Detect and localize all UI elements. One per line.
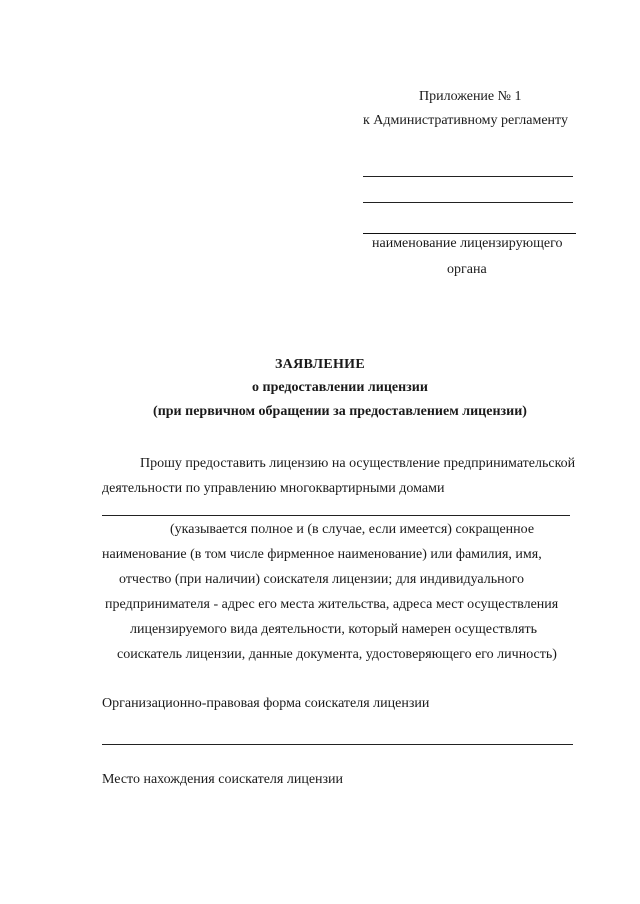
- authority-caption: наименование лицензирующего: [372, 236, 563, 251]
- document-title: ЗАЯВЛЕНИЕ: [274, 357, 365, 372]
- org-form-line: [102, 744, 573, 745]
- applicant-note-line: наименование (в том числе фирменное наименование) или фамилия, имя,: [102, 547, 542, 562]
- applicant-details-line: [102, 515, 570, 516]
- authority-caption-continued: органа: [447, 262, 487, 277]
- authority-name-line-2: [363, 202, 573, 203]
- authority-name-line-1: [363, 176, 573, 177]
- authority-name-line-3: [363, 233, 576, 234]
- applicant-note-line: соискатель лицензии, данные документа, удостоверяющего его личность): [117, 647, 557, 662]
- applicant-note-line: (указывается полное и (в случае, если имеется) сокращенное: [170, 522, 535, 537]
- location-label: Место нахождения соискателя лицензии: [102, 772, 344, 787]
- applicant-note-line: отчество (при наличии) соискателя лицензии; для индивидуального: [119, 572, 525, 587]
- document-subtitle-note: (при первичном обращении за предоставлением лицензии): [153, 404, 527, 419]
- request-text-continued: деятельности по управлению многоквартирными домами: [102, 481, 445, 496]
- request-text: Прошу предоставить лицензию на осуществление предпринимательской: [140, 456, 576, 471]
- appendix-number: Приложение № 1: [419, 89, 522, 104]
- org-form-label: Организационно-правовая форма соискателя лицензии: [102, 696, 430, 711]
- applicant-note-line: предпринимателя - адрес его места жительства, адреса мест осуществления: [105, 597, 559, 612]
- document-subtitle: о предоставлении лицензии: [252, 380, 428, 395]
- regulation-reference: к Административному регламенту: [363, 113, 568, 128]
- applicant-note-line: лицензируемого вида деятельности, который намерен осуществлять: [130, 622, 538, 637]
